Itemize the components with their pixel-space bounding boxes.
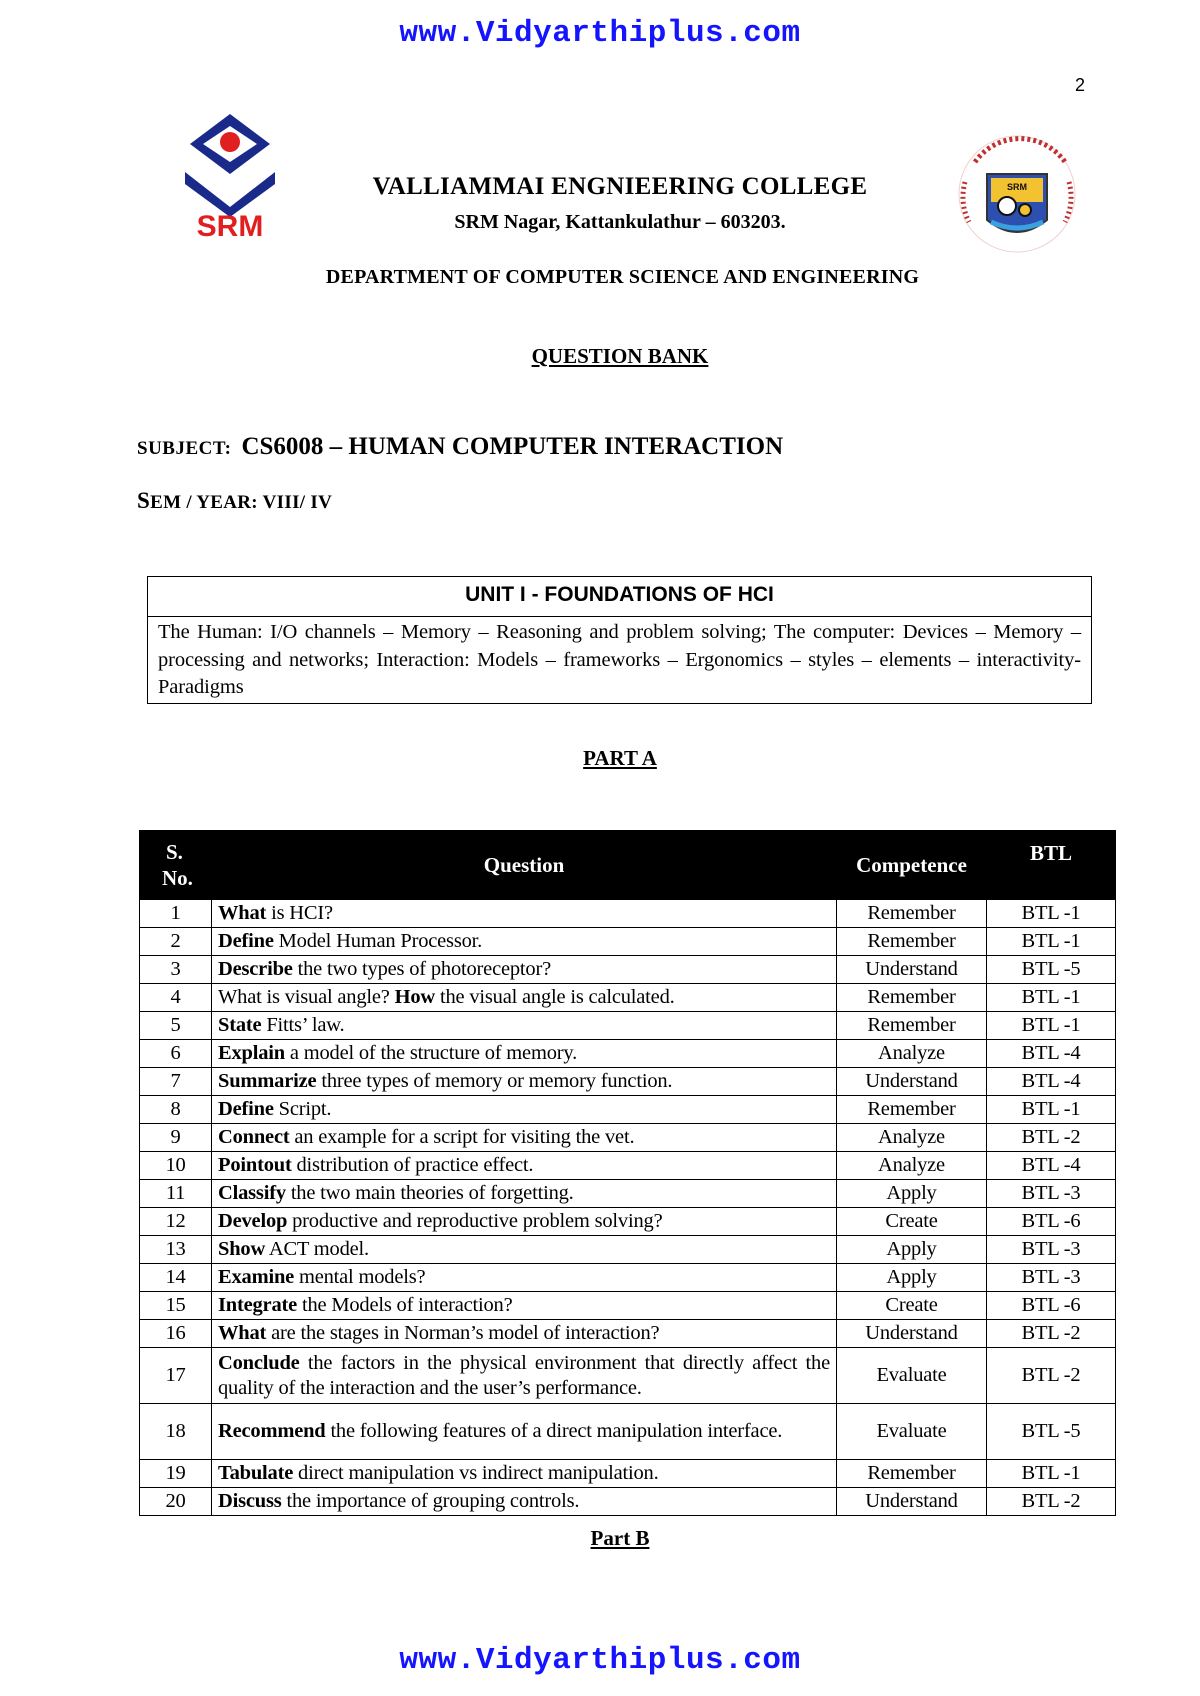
table-row (140, 1348, 1116, 1404)
question-rest: productive and reproductive problem solving? (287, 1210, 663, 1232)
question-verb: Discuss (218, 1490, 282, 1512)
table-row (140, 1404, 1116, 1460)
question-text (212, 1152, 837, 1180)
table-row (140, 1068, 1116, 1096)
btl-cell: BTL -5 (987, 1404, 1116, 1460)
document-title: QUESTION BANK (531, 344, 709, 368)
btl-cell: BTL -4 (987, 1068, 1116, 1096)
btl-cell: BTL -1 (987, 900, 1116, 928)
question-verb: Explain (218, 1042, 285, 1064)
competence-cell: Understand (837, 1068, 987, 1096)
header-sno (140, 831, 212, 900)
competence-cell: Understand (837, 956, 987, 984)
question-verb: Define (218, 1098, 274, 1120)
table-row (140, 1460, 1116, 1488)
competence-cell: Apply (837, 1236, 987, 1264)
question-rest: mental models? (294, 1266, 426, 1288)
table-row (140, 1012, 1116, 1040)
unit-box (147, 576, 1092, 704)
question-number: 8 (140, 1096, 212, 1124)
question-rest: ACT model. (265, 1238, 369, 1260)
table-row (140, 984, 1116, 1012)
question-number: 14 (140, 1264, 212, 1292)
question-text (212, 1236, 837, 1264)
question-rest: direct manipulation vs indirect manipulation. (293, 1462, 659, 1484)
question-rest: Fitts’ law. (261, 1014, 345, 1036)
question-number: 9 (140, 1124, 212, 1152)
btl-cell: BTL -1 (987, 1460, 1116, 1488)
competence-cell: Apply (837, 1264, 987, 1292)
table-row (140, 1180, 1116, 1208)
question-text (212, 1040, 837, 1068)
question-prefix: What is visual angle? (218, 986, 395, 1008)
table-row (140, 1040, 1116, 1068)
question-rest: Script. (273, 1098, 332, 1120)
btl-cell: BTL -1 (987, 928, 1116, 956)
competence-cell: Understand (837, 1488, 987, 1516)
header-sno-line1: S. (166, 840, 183, 864)
question-rest: the importance of grouping controls. (281, 1490, 580, 1512)
btl-cell: BTL -4 (987, 1152, 1116, 1180)
question-text (212, 956, 837, 984)
btl-cell: BTL -6 (987, 1292, 1116, 1320)
question-rest: is HCI? (266, 902, 333, 924)
competence-cell: Apply (837, 1180, 987, 1208)
question-verb: Describe (218, 958, 293, 980)
header-sno-line2: No. (162, 866, 193, 890)
header-btl: BTL (987, 831, 1116, 900)
question-rest: the following features of a direct manipulation interface. (325, 1420, 783, 1442)
question-rest: a model of the structure of memory. (284, 1042, 578, 1064)
btl-cell: BTL -1 (987, 1012, 1116, 1040)
competence-cell: Remember (837, 900, 987, 928)
sem-year-line (137, 488, 332, 514)
btl-cell: BTL -3 (987, 1264, 1116, 1292)
question-text (212, 984, 837, 1012)
question-verb: Classify (218, 1182, 286, 1204)
question-text (212, 1488, 837, 1516)
question-number: 10 (140, 1152, 212, 1180)
table-row (140, 1292, 1116, 1320)
unit-title: UNIT I - FOUNDATIONS OF HCI (148, 577, 1091, 617)
question-text (212, 1180, 837, 1208)
question-text (212, 1348, 837, 1404)
part-b-heading: Part B (590, 1526, 650, 1550)
question-verb: What (218, 902, 267, 924)
competence-cell: Evaluate (837, 1404, 987, 1460)
table-row (140, 1264, 1116, 1292)
question-text (212, 1124, 837, 1152)
question-number: 1 (140, 900, 212, 928)
question-verb: What (218, 1322, 267, 1344)
site-link-top[interactable]: www.Vidyarthiplus.com (399, 16, 801, 51)
question-rest: the two types of photoreceptor? (292, 958, 551, 980)
question-rest: the visual angle is calculated. (435, 986, 675, 1008)
sem-value: VIII/ IV (262, 492, 333, 513)
question-number: 6 (140, 1040, 212, 1068)
competence-cell: Remember (837, 1096, 987, 1124)
btl-cell: BTL -1 (987, 1096, 1116, 1124)
competence-cell: Create (837, 1208, 987, 1236)
competence-cell: Analyze (837, 1124, 987, 1152)
table-row (140, 1152, 1116, 1180)
subject-value: CS6008 – HUMAN COMPUTER INTERACTION (241, 433, 784, 460)
question-text (212, 1208, 837, 1236)
question-number: 20 (140, 1488, 212, 1516)
table-row (140, 1208, 1116, 1236)
question-text (212, 928, 837, 956)
question-number: 13 (140, 1236, 212, 1264)
question-number: 19 (140, 1460, 212, 1488)
competence-cell: Create (837, 1292, 987, 1320)
question-verb: Conclude (218, 1351, 300, 1374)
question-text (212, 900, 837, 928)
question-text (212, 1460, 837, 1488)
question-number: 17 (140, 1348, 212, 1404)
question-number: 2 (140, 928, 212, 956)
question-text (212, 1264, 837, 1292)
sem-label: EM / YEAR: (150, 492, 258, 513)
table-row (140, 928, 1116, 956)
question-number: 7 (140, 1068, 212, 1096)
question-verb: Develop (218, 1210, 288, 1232)
btl-cell: BTL -1 (987, 984, 1116, 1012)
department-name: DEPARTMENT OF COMPUTER SCIENCE AND ENGINEERING (325, 266, 920, 288)
sem-label-initial: S (137, 488, 151, 513)
subject-line (137, 433, 783, 461)
btl-cell: BTL -2 (987, 1320, 1116, 1348)
competence-cell: Evaluate (837, 1348, 987, 1404)
btl-cell: BTL -4 (987, 1040, 1116, 1068)
site-link-bottom[interactable]: www.Vidyarthiplus.com (399, 1643, 801, 1678)
btl-cell: BTL -6 (987, 1208, 1116, 1236)
srm-logo-text: SRM (196, 210, 264, 240)
question-rest: an example for a script for visiting the vet. (289, 1126, 635, 1148)
question-verb: How (394, 986, 436, 1008)
question-verb: Connect (218, 1126, 290, 1148)
question-verb: Pointout (218, 1154, 292, 1176)
question-number: 11 (140, 1180, 212, 1208)
competence-cell: Understand (837, 1320, 987, 1348)
table-row (140, 1096, 1116, 1124)
question-rest: three types of memory or memory function. (316, 1070, 673, 1092)
competence-cell: Analyze (837, 1040, 987, 1068)
btl-cell: BTL -5 (987, 956, 1116, 984)
btl-cell: BTL -2 (987, 1488, 1116, 1516)
subject-label: SUBJECT: (137, 438, 232, 459)
competence-cell: Analyze (837, 1152, 987, 1180)
competence-cell: Remember (837, 928, 987, 956)
question-number: 3 (140, 956, 212, 984)
question-text (212, 1292, 837, 1320)
question-text (212, 1068, 837, 1096)
question-text (212, 1012, 837, 1040)
question-verb: Integrate (218, 1294, 298, 1316)
college-address: SRM Nagar, Kattankulathur – 603203. (454, 211, 786, 233)
question-verb: Examine (218, 1266, 295, 1288)
question-text (212, 1404, 837, 1460)
question-verb: Tabulate (218, 1462, 294, 1484)
question-number: 5 (140, 1012, 212, 1040)
question-verb: State (218, 1014, 262, 1036)
btl-cell: BTL -3 (987, 1180, 1116, 1208)
question-number: 18 (140, 1404, 212, 1460)
competence-cell: Remember (837, 984, 987, 1012)
question-rest: the Models of interaction? (297, 1294, 513, 1316)
question-number: 4 (140, 984, 212, 1012)
question-text (212, 1320, 837, 1348)
question-rest: Model Human Processor. (273, 930, 483, 952)
question-verb: Recommend (218, 1420, 326, 1442)
btl-cell: BTL -2 (987, 1124, 1116, 1152)
question-rest: are the stages in Norman’s model of interaction? (266, 1322, 660, 1344)
question-number: 16 (140, 1320, 212, 1348)
table-row (140, 1320, 1116, 1348)
question-rest: the two main theories of forgetting. (285, 1182, 574, 1204)
unit-topics: The Human: I/O channels – Memory – Reasoning and problem solving; The computer: Devices – Memory – processing and networks; Interaction: Models – frameworks – Ergonomics – styles – elements – interactivity- Paradigms (158, 621, 1081, 698)
question-number: 15 (140, 1292, 212, 1320)
table-row (140, 956, 1116, 984)
table-row (140, 1236, 1116, 1264)
question-number: 12 (140, 1208, 212, 1236)
competence-cell: Remember (837, 1012, 987, 1040)
question-text (212, 1096, 837, 1124)
question-rest: the factors in the physical environment that directly affect the quality of the interaction and the user’s performance. (218, 1351, 830, 1399)
page-number: 2 (1075, 75, 1086, 95)
btl-cell: BTL -2 (987, 1348, 1116, 1404)
competence-cell: Remember (837, 1460, 987, 1488)
question-verb: Define (218, 930, 274, 952)
btl-cell: BTL -3 (987, 1236, 1116, 1264)
part-a-heading: PART A (583, 746, 657, 770)
table-header-row (140, 831, 1116, 900)
college-name: VALLIAMMAI ENGNIEERING COLLEGE (372, 173, 868, 200)
table-row (140, 1488, 1116, 1516)
question-verb: Summarize (218, 1070, 317, 1092)
question-rest: distribution of practice effect. (291, 1154, 534, 1176)
question-verb: Show (218, 1238, 266, 1260)
header-competence: Competence (837, 831, 987, 900)
table-row (140, 1124, 1116, 1152)
table-row (140, 900, 1116, 928)
question-table (139, 830, 1116, 1516)
header-question: Question (212, 831, 837, 900)
vec-logo-text: SRM (1007, 182, 1027, 192)
